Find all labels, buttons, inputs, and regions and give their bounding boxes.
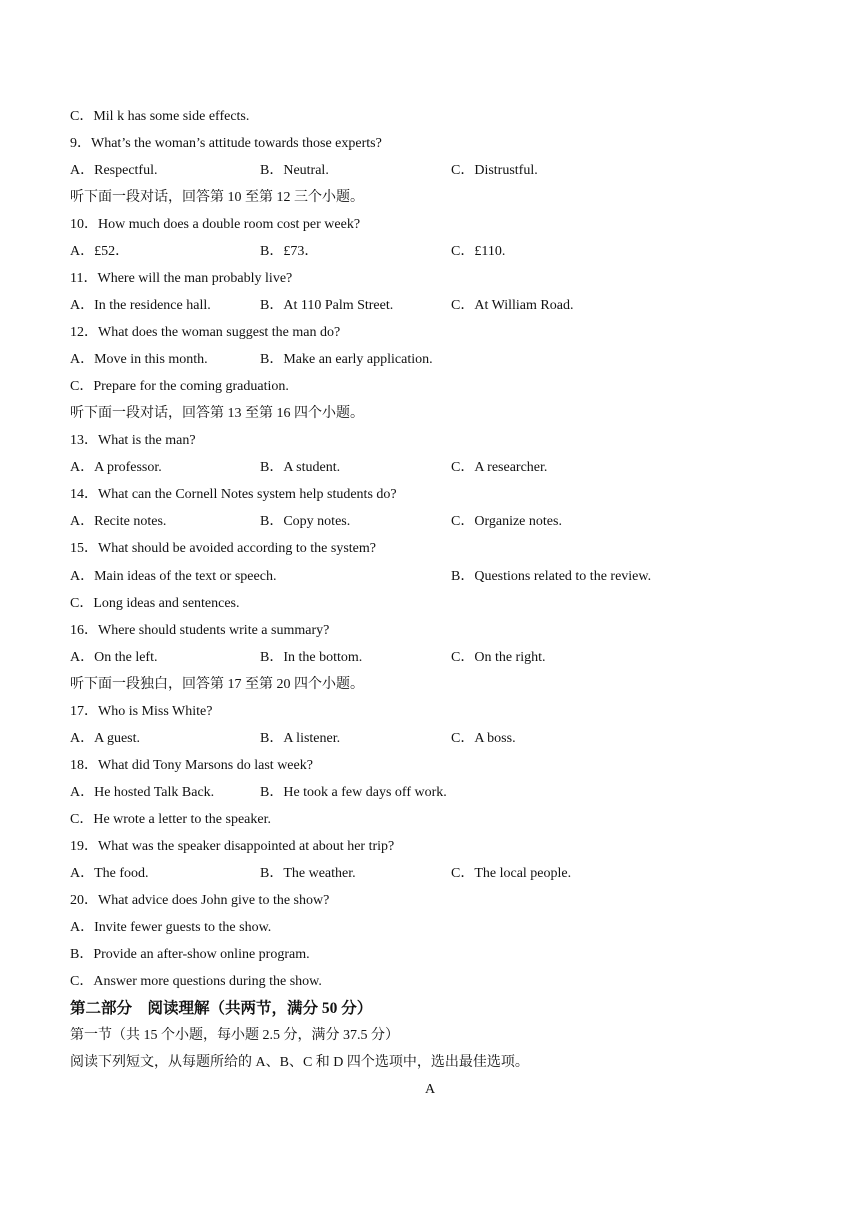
text-line: 15．What should be avoided according to the system? xyxy=(70,541,376,556)
text-line: 12．What does the woman suggest the man do? xyxy=(70,325,341,340)
text-line: 阅读下列短文，从每题所给的 A、B、C 和 D 四个选项中，选出最佳选项。 xyxy=(70,1055,529,1070)
answer-option: A．A guest. xyxy=(70,731,140,746)
answer-option: C．On the right. xyxy=(451,650,546,665)
passage-label: A xyxy=(424,1082,436,1097)
answer-option: A．£52． xyxy=(70,244,130,259)
answer-option: B．Make an early application. xyxy=(260,352,433,367)
answer-option: A．Main ideas of the text or speech. xyxy=(70,569,277,584)
answer-option: C．A boss. xyxy=(451,731,516,746)
answer-option: B．Questions related to the review. xyxy=(451,569,652,584)
answer-option: B．In the bottom. xyxy=(260,650,363,665)
answer-option: B．£73． xyxy=(260,244,319,259)
answer-option: B．At 110 Palm Street. xyxy=(260,298,394,313)
text-line: C．Answer more questions during the show. xyxy=(70,974,322,989)
answer-option: B．The weather. xyxy=(260,866,356,881)
text-line: C．Long ideas and sentences. xyxy=(70,596,240,611)
section-heading: 第二部分 阅读理解（共两节，满分 50 分） xyxy=(70,1000,373,1017)
text-line: 20．What advice does John give to the show? xyxy=(70,893,330,908)
answer-option: A．The food. xyxy=(70,866,149,881)
text-line: C．Prepare for the coming graduation. xyxy=(70,379,289,394)
text-line: B．Provide an after-show online program. xyxy=(70,947,310,962)
answer-option: A．He hosted Talk Back. xyxy=(70,785,215,800)
answer-option: B．Copy notes. xyxy=(260,514,351,529)
text-line: 18．What did Tony Marsons do last week? xyxy=(70,758,313,773)
answer-option: B．A listener. xyxy=(260,731,341,746)
answer-option: C．The local people. xyxy=(451,866,572,881)
text-line: 19．What was the speaker disappointed at about her trip? xyxy=(70,839,395,854)
text-line: 11．Where will the man probably live? xyxy=(70,271,293,286)
answer-option: A．On the left. xyxy=(70,650,158,665)
answer-option: A．Respectful. xyxy=(70,163,158,178)
text-line: 听下面一段对话，回答第 13 至第 16 四个小题。 xyxy=(70,406,364,421)
text-line: 听下面一段对话，回答第 10 至第 12 三个小题。 xyxy=(70,190,364,205)
answer-option: A．A professor. xyxy=(70,460,162,475)
text-line: 9．What’s the woman’s attitude towards those experts? xyxy=(70,136,382,151)
text-line: 17．Who is Miss White? xyxy=(70,704,213,719)
answer-option: B．He took a few days off work. xyxy=(260,785,447,800)
answer-option: C．A researcher. xyxy=(451,460,548,475)
text-line: 13．What is the man? xyxy=(70,433,196,448)
answer-option: A．In the residence hall. xyxy=(70,298,211,313)
text-line: 第一节（共 15 个小题，每小题 2.5 分，满分 37.5 分） xyxy=(70,1028,399,1043)
answer-option: A．Move in this month. xyxy=(70,352,208,367)
answer-option: B．A student. xyxy=(260,460,341,475)
answer-option: B．Neutral. xyxy=(260,163,329,178)
text-line: A．Invite fewer guests to the show. xyxy=(70,920,272,935)
text-line: 听下面一段独白，回答第 17 至第 20 四个小题。 xyxy=(70,677,364,692)
answer-option: C．At William Road. xyxy=(451,298,574,313)
answer-option: C．£110. xyxy=(451,244,506,259)
answer-option: A．Recite notes. xyxy=(70,514,167,529)
answer-option: C．Organize notes. xyxy=(451,514,562,529)
text-line: C．He wrote a letter to the speaker. xyxy=(70,812,271,827)
answer-option: C．Distrustful. xyxy=(451,163,538,178)
text-line: 16．Where should students write a summary? xyxy=(70,623,330,638)
text-line: C．Mil k has some side effects. xyxy=(70,109,250,124)
text-line: 14．What can the Cornell Notes system help students do? xyxy=(70,487,397,502)
text-line: 10．How much does a double room cost per week? xyxy=(70,217,361,232)
